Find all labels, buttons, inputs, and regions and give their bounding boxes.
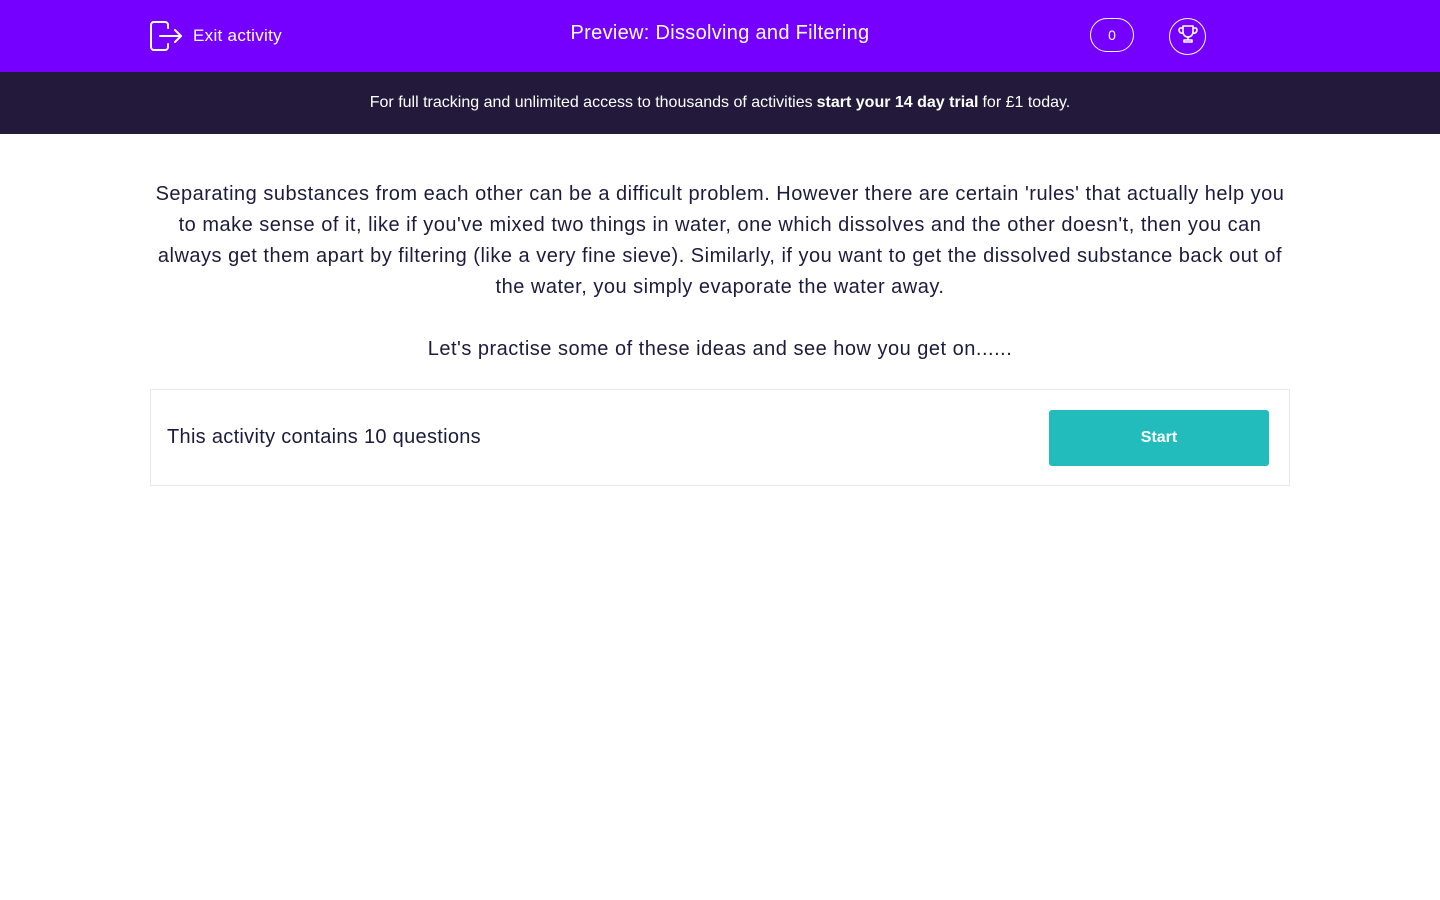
score-badge: 0 [1090,18,1134,52]
page-title: Preview: Dissolving and Filtering [570,22,870,44]
practise-text: Let's practise some of these ideas and see how you get on...... [427,338,1013,360]
intro-text: Separating substances from each other can be a difficult problem. However there are certain 'rules' that actually help you to make sense of it, like if you've mixed two things in water, one which dissolves and the other doesn't, then you can always get them apart by filtering (like a very fine sieve). Similarly, if you want to get the dissolved substance back out of the water, you simply evaporate the water away. [155,183,1285,298]
question-count: This activity contains 10 questions [167,426,481,448]
trial-banner [0,72,1440,134]
top-bar [0,0,1440,72]
activity-card [150,389,1290,486]
banner-text-after: for £1 today. [982,94,1071,111]
trophy-button[interactable] [1169,18,1206,55]
trophy-icon [1177,23,1199,50]
exit-activity-label: Exit activity [193,26,282,45]
start-trial-link[interactable]: start your 14 day trial [816,94,979,111]
banner-text-before: For full tracking and unlimited access to thousands of activities [369,94,813,111]
start-button[interactable]: Start [1049,410,1269,466]
